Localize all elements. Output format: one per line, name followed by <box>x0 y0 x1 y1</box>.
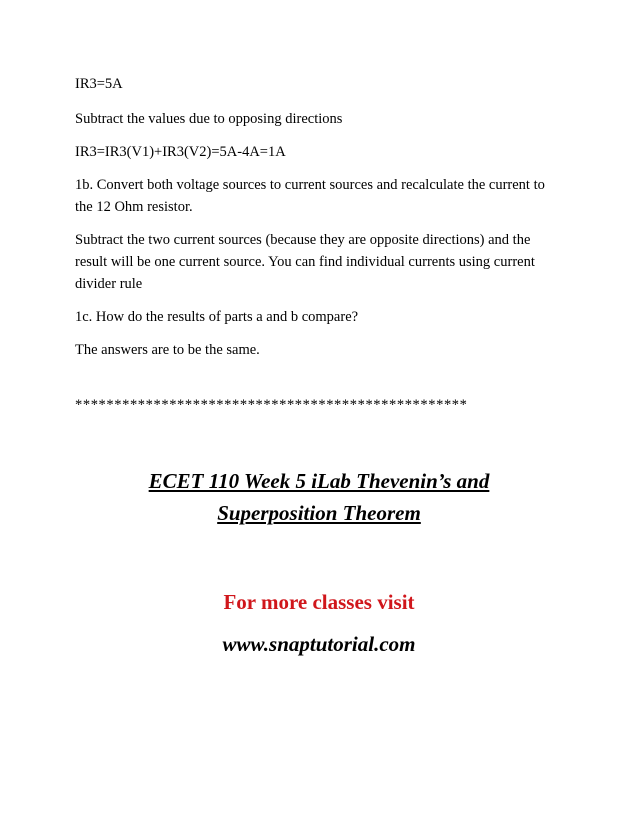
body-paragraph-ir3-value: IR3=5A <box>75 76 123 92</box>
body-paragraph-current-sources: Subtract the two current sources (because they are opposite directions) and the result will be one current source. You can find individual currents using current divider rule <box>75 232 535 292</box>
promo-url-link[interactable]: www.snaptutorial.com <box>222 632 416 656</box>
body-paragraph-question-1b: 1b. Convert both voltage sources to current sources and recalculate the current to the 12 Ohm resistor. <box>75 177 545 215</box>
body-paragraph-answer: The answers are to be the same. <box>75 342 260 358</box>
document-heading-line-2: Superposition Theorem <box>217 501 421 525</box>
promo-text: For more classes visit <box>223 590 415 614</box>
body-paragraph-question-1c: 1c. How do the results of parts a and b compare? <box>75 309 359 325</box>
asterisk-separator: ************************************************** <box>75 397 468 413</box>
document-heading-line-1: ECET 110 Week 5 iLab Thevenin’s and <box>148 469 490 493</box>
body-paragraph-subtract-values: Subtract the values due to opposing directions <box>75 111 343 127</box>
body-paragraph-ir3-equation: IR3=IR3(V1)+IR3(V2)=5A-4A=1A <box>75 144 286 160</box>
